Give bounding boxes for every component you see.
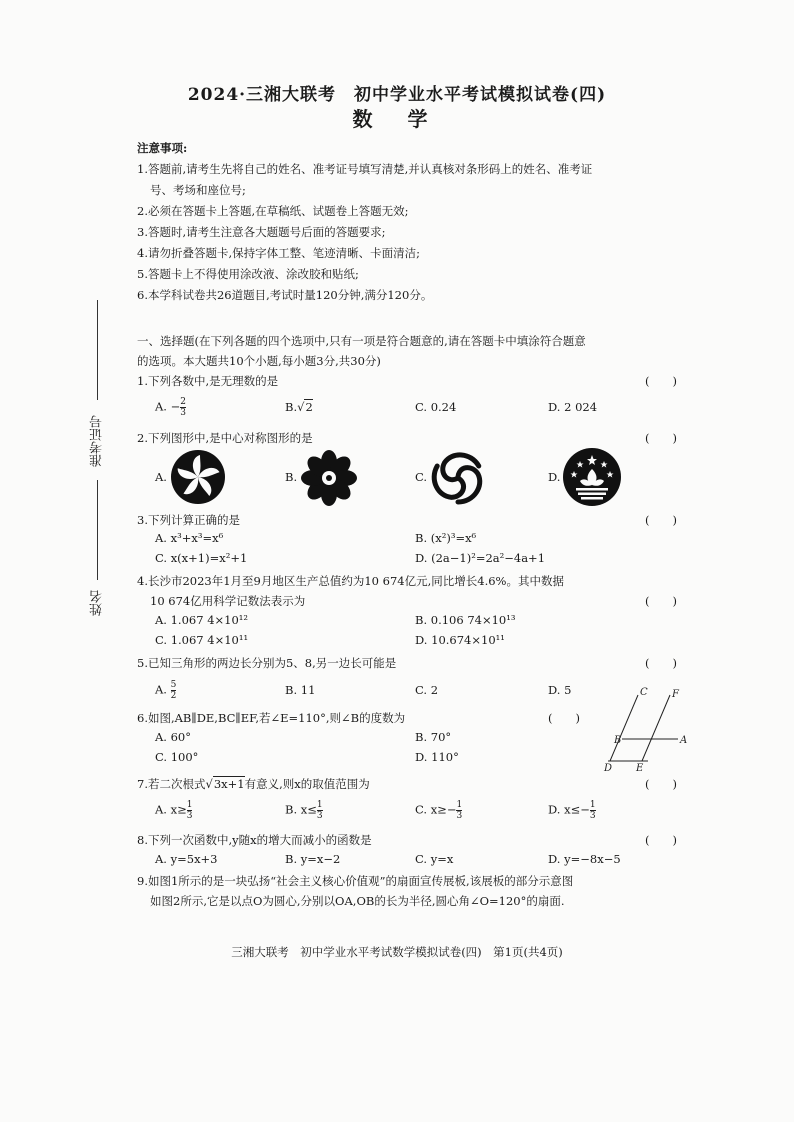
notes-heading: 注意事项: [137,141,188,155]
question-stem: 7.若二次根式√3x+1有意义,则x的取值范围为 [137,777,370,791]
parallel-lines-figure [598,685,698,775]
label-C: C [640,687,648,698]
question-stem: 4.长沙市2023年1月至9月地区生产总值约为10 674亿元,同比增长4.6%。其中数据 [137,574,564,588]
option-b: B. x≤ $\frac{1}{3}$ [285,800,323,821]
option-c: C. 0.24 [415,400,457,414]
note-item: 5.答题卡上不得使用涂改液、涂改胶和贴纸; [137,267,359,281]
option-b: B.√2 [285,400,313,414]
line-EF [642,695,670,761]
option-a: A. 60° [155,730,191,744]
question-stem: 5.已知三角形的两边长分别为5、8,另一边长可能是 [137,656,397,670]
answer-bracket: ( ) [645,833,677,847]
option-a: A. y=5x+3 [155,852,218,866]
section-heading: 的选项。本大题共10个小题,每小题3分,共30分) [137,354,381,368]
question-stem: 9.如图1所示的是一块弘扬“社会主义核心价值观”的扇面宣传展板,该展板的部分示意图 [137,874,574,888]
answer-bracket: ( ) [645,777,677,791]
spiral-logo-icon [428,448,488,508]
option-a: A. x≥ $\frac{1}{3}$ [155,800,193,821]
note-item: 2.必须在答题卡上答题,在草稿纸、试题卷上答题无效; [137,204,409,218]
bauhinia-flag-icon [170,449,226,505]
option-d: D. 5 [548,683,572,697]
option-d: D. (2a−1)²=2a²−4a+1 [415,551,546,565]
option-d: D. x≤− $\frac{1}{3}$ [548,800,596,821]
question-stem: 如图2所示,它是以点O为圆心,分别以OA,OB的长为半径,圆心角∠O=120°的扇面. [150,894,565,908]
lotus-flag-icon [562,447,622,507]
option-c: C. y=x [415,852,454,866]
option-d: D. [548,470,561,484]
option-c: C. 2 [415,683,439,697]
subject-title: 数 学 [352,107,442,131]
option-d: D. 10.674×10¹¹ [415,633,505,647]
side-line-name [97,480,98,580]
option-b: B. 11 [285,683,316,697]
option-a: A. − $\frac{2}{3}$ [155,397,186,418]
note-item: 号、考场和座位号; [150,183,246,197]
label-E: E [636,763,644,774]
option-b: B. 70° [415,730,452,744]
question-stem: 2.下列图形中,是中心对称图形的是 [137,431,313,445]
option-a: A. x³+x³=x⁶ [155,531,224,545]
option-c: C. 1.067 4×10¹¹ [155,633,249,647]
question-stem: 8.下列一次函数中,y随x的增大而减小的函数是 [137,833,372,847]
note-item: 3.答题时,请考生注意各大题题号后面的答题要求; [137,225,386,239]
option-a: A. $\frac{5}{2}$ [155,680,177,701]
option-b: B. [285,470,298,484]
option-c: C. 100° [155,750,199,764]
exam-title: 2024·三湘大联考 初中学业水平考试模拟试卷(四) [187,85,607,105]
option-b: B. (x²)³=x⁶ [415,531,477,545]
question-stem: 1.下列各数中,是无理数的是 [137,374,279,388]
note-item: 1.答题前,请考生先将自己的姓名、准考证号填写清楚,并认真核对条形码上的姓名、准考证 [137,162,593,176]
question-stem: 10 674亿用科学记数法表示为 [150,594,306,608]
side-label-exam-id: 准考证号 [90,415,105,467]
section-heading: 一、选择题(在下列各题的四个选项中,只有一项是符合题意的,请在答题卡中填涂符合题意 [137,334,586,348]
label-A: A [680,735,688,746]
page-footer: 三湘大联考 初中学业水平考试数学模拟试卷(四) 第1页(共4页) [231,945,563,959]
flower-emblem-icon [300,449,358,507]
option-d: D. y=−8x−5 [548,852,621,866]
label-F: F [672,689,679,700]
side-line-exam-id [97,300,98,400]
option-c: C. [415,470,428,484]
option-d: D. 2 024 [548,400,598,414]
answer-bracket: ( ) [645,513,677,527]
option-a: A. [155,470,167,484]
side-label-name: 姓名 [90,590,105,616]
option-d: D. 110° [415,750,459,764]
option-b: B. 0.106 74×10¹³ [415,613,516,627]
line-BC [610,695,638,761]
answer-bracket: ( ) [645,374,677,388]
option-b: B. y=x−2 [285,852,341,866]
label-D: D [604,763,613,774]
label-B: B [614,735,622,746]
option-c: C. x≥− $\frac{1}{3}$ [415,800,463,821]
question-stem: 3.下列计算正确的是 [137,513,240,527]
question-stem: 6.如图,AB∥DE,BC∥EF,若∠E=110°,则∠B的度数为 [137,711,406,725]
answer-bracket: ( ) [645,594,677,608]
answer-bracket: ( ) [548,711,580,725]
note-item: 4.请勿折叠答题卡,保持字体工整、笔迹清晰、卡面清洁; [137,246,420,260]
answer-bracket: ( ) [645,431,677,445]
answer-bracket: ( ) [645,656,677,670]
option-c: C. x(x+1)=x²+1 [155,551,248,565]
note-item: 6.本学科试卷共26道题目,考试时量120分钟,满分120分。 [137,288,433,302]
option-a: A. 1.067 4×10¹² [155,613,248,627]
